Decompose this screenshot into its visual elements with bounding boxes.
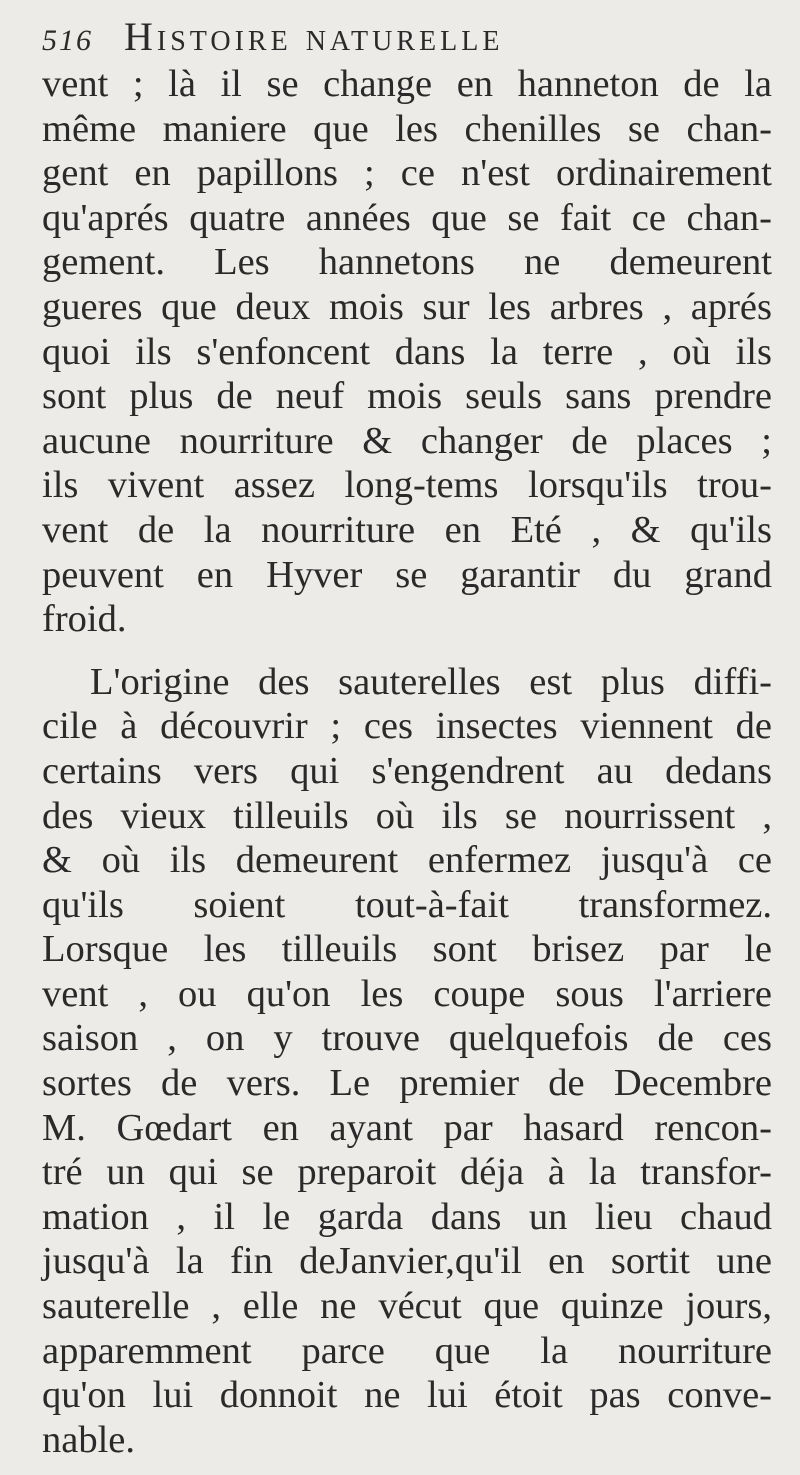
text-line: gent en papillons ; ce n'est ordinairement — [42, 152, 772, 195]
text-line: gueres que deux mois sur les arbres , aprés — [42, 285, 772, 328]
body-text — [42, 62, 772, 1462]
text-line: certains vers qui s'engendrent au dedans — [42, 749, 772, 792]
text-line: aucune nourriture & changer de places ; — [42, 419, 772, 462]
text-line: qu'on lui donnoit ne lui étoit pas conve- — [42, 1374, 772, 1417]
text-line: quoi ils s'enfoncent dans la terre , où ils — [42, 330, 772, 373]
text-line: apparemment parce que la nourriture — [42, 1329, 772, 1372]
text-line: vent ; là il se change en hanneton de la — [42, 63, 772, 105]
paragraph-spacer — [42, 642, 772, 660]
paragraph-sauterelles — [42, 660, 772, 1463]
text-line: & où ils demeurent enfermez jusqu'à ce — [42, 839, 772, 882]
text-line: L'origine des sauterelles est plus diffi- — [90, 660, 772, 703]
text-line: nable. — [42, 1418, 135, 1461]
text-line: tré un qui se preparoit déja à la transfor- — [42, 1151, 772, 1194]
text-line: froid. — [42, 598, 127, 641]
paragraph-hannetons — [42, 62, 772, 642]
text-line: ils vivent assez long-tems lorsqu'ils trou- — [42, 464, 772, 507]
text-line: cile à découvrir ; ces insectes viennent de — [42, 705, 772, 748]
text-line: qu'ils soient tout-à-fait transformez. — [42, 883, 772, 926]
text-line: des vieux tilleuils où ils se nourrissent , — [42, 794, 772, 837]
text-line: même maniere que les chenilles se chan- — [42, 107, 772, 150]
text-line: sont plus de neuf mois seuls sans prendre — [42, 375, 772, 418]
text-line: sauterelle , elle ne vécut que quinze jours, — [42, 1285, 772, 1328]
text-line: qu'aprés quatre années que se fait ce chan- — [42, 196, 772, 239]
text-line: vent , ou qu'on les coupe sous l'arriere — [42, 972, 772, 1015]
text-line: saison , on y trouve quelquefois de ces — [42, 1017, 772, 1060]
running-head-title: Histoire naturelle — [124, 14, 504, 59]
text-line: sortes de vers. Le premier de Decembre — [42, 1062, 772, 1105]
text-line: peuvent en Hyver se garantir du grand — [42, 553, 772, 596]
page-number: 516 — [42, 24, 93, 57]
text-line: Lorsque les tilleuils sont brisez par le — [42, 928, 772, 971]
running-head — [42, 14, 760, 60]
text-line: jusqu'à la fin deJanvier,qu'il en sortit une — [42, 1240, 772, 1283]
text-line: vent de la nourriture en Eté , & qu'ils — [42, 508, 772, 551]
text-line: M. Gœdart en ayant par hasard rencon- — [42, 1106, 772, 1149]
text-line: gement. Les hannetons ne demeurent — [42, 241, 772, 284]
text-line: mation , il le garda dans un lieu chaud — [42, 1195, 772, 1238]
